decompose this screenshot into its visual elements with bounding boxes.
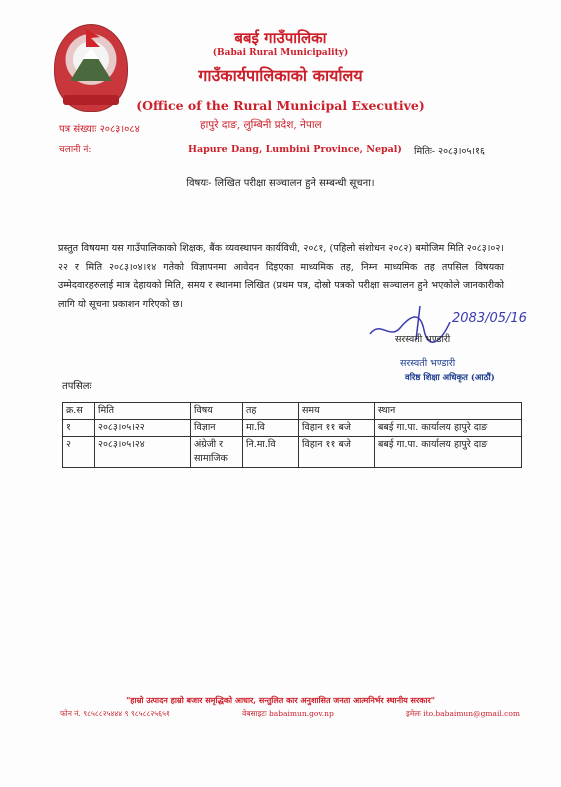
cell-subject: अंग्रेजी र सामाजिक (191, 437, 243, 468)
footer-contacts (60, 709, 520, 719)
footer-website[interactable]: वेबसाइटः babaimun.gov.np (242, 709, 334, 718)
col-header-date: मिति (95, 403, 191, 420)
office-name-en: (Office of the Rural Municipal Executive) (136, 98, 425, 113)
notice-body: प्रस्तुत विषयमा यस गाउँपालिकाको शिक्षक, बैंक व्यवस्थापन कार्यविधी, २०८१, (पहिलो संशोधन २०८२) बमोजिम मिति २०८३।०२।२२ र मिति २०८३।०४।१४ गतेको विज्ञापनमा आवेदन दिइएका माध्यमिक तह, निम्न माध्यमिक तह तपसिल विषयका उम्मेदवारहरुलाई मात्र देहायको मिति, समय र स्थानमा लिखित (प्रथम पत्र, दोस्रो पत्रको परीक्षा सञ्चालन हुने भएकोले जानकारीको लागि यो सूचना प्रकाशन गरिएको छ। (58, 243, 504, 310)
address-np: हापुरे दाङ, लुम्बिनी प्रदेश, नेपाल (200, 119, 322, 131)
col-header-venue: स्थान (375, 403, 522, 420)
cell-sn: २ (63, 437, 95, 468)
cell-sn: १ (63, 420, 95, 437)
cell-level: नि.मा.वि (243, 437, 299, 468)
col-header-level: तह (243, 403, 299, 420)
col-header-time: समय (299, 403, 375, 420)
footer-motto: "हाम्रो उत्पादन हाम्रो बजार समृद्धिको आधार, सन्तुलित कार अनुशासित जनता आत्मनिर्भर स्थानीय सरकार" (126, 695, 435, 705)
cell-date: २०८३।०५।२२ (95, 420, 191, 437)
address-en: Hapure Dang, Lumbini Province, Nepal) (188, 144, 402, 155)
details-label: तपसिलः (62, 381, 92, 392)
cell-subject: विज्ञान (191, 420, 243, 437)
handwritten-date: 2083/05/16 (452, 311, 527, 326)
letter-date: मितिः- २०८३।०५।१६ (414, 146, 485, 157)
exam-schedule-table (62, 402, 522, 468)
reference-number: पत्र संख्याः २०८३।०८४ (59, 124, 140, 135)
registration-number: चलानी नं: (59, 145, 92, 155)
cell-level: मा.वि (243, 420, 299, 437)
signatory-name: सरस्वती भण्डारी (395, 334, 451, 345)
cell-venue: बबई गा.पा. कार्यालय हापुरे दाङ (375, 420, 522, 437)
col-header-sn: क्र.स (63, 403, 95, 420)
office-name-np: गाउँकार्यपालिकाको कार्यालय (198, 66, 363, 85)
footer-phone: फोन नं. ९८५८८२५४४४ ९ ९८५८८२५६५१ (60, 709, 170, 718)
cell-time: विहान ११ बजे (299, 437, 375, 468)
subject-line: विषयः- लिखित परीक्षा सञ्चालन हुने सम्बन्धी सूचना। (186, 178, 375, 189)
stamp-name: सरस्वती भण्डारी (400, 358, 456, 369)
municipality-name-np: बबई गाउँपालिका (234, 29, 327, 47)
col-header-subject: विषय (191, 403, 243, 420)
table-header-row (63, 403, 522, 420)
table-row (63, 420, 522, 437)
table-row (63, 437, 522, 468)
stamp-title: वरिष्ठ शिक्षा अधिकृत (आठौं) (405, 373, 495, 383)
municipality-name-en: (Babai Rural Municipality) (212, 48, 349, 58)
cell-date: २०८३।०५।२४ (95, 437, 191, 468)
footer-email[interactable]: इमेलः ito.babaimun@gmail.com (406, 709, 520, 718)
cell-venue: बबई गा.पा. कार्यालय हापुरे दाङ (375, 437, 522, 468)
cell-time: विहान ११ बजे (299, 420, 375, 437)
